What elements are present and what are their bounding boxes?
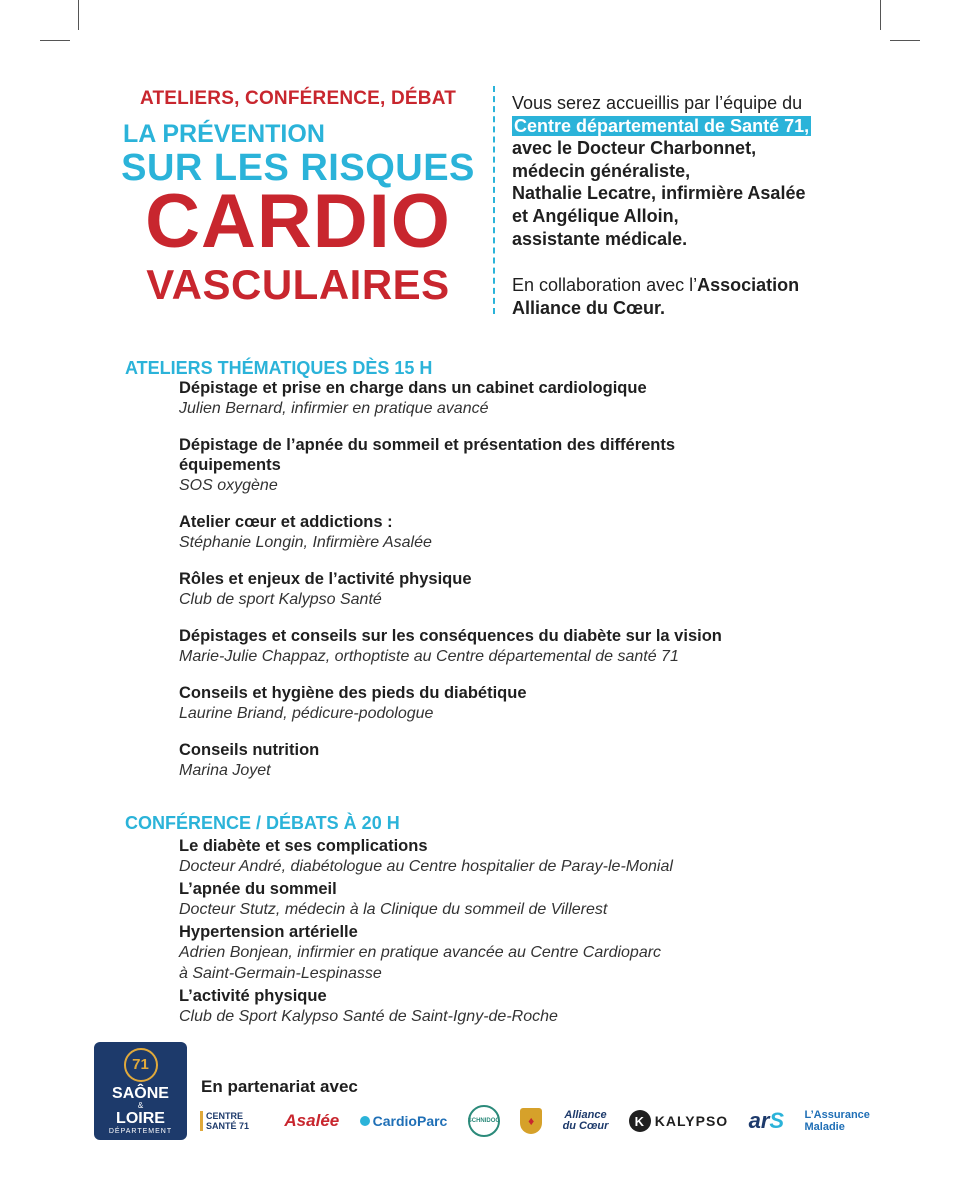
title-line-3: CARDIO bbox=[145, 179, 451, 264]
item-title: L’apnée du sommeil bbox=[179, 880, 337, 898]
kalypso-k-icon: K bbox=[629, 1110, 651, 1132]
item-title: Conseils et hygiène des pieds du diabétique bbox=[179, 684, 527, 702]
ars-logo bbox=[749, 1108, 784, 1134]
list-item bbox=[179, 378, 819, 419]
logo-text: Alliance bbox=[564, 1109, 607, 1121]
item-speaker: Docteur André, diabétologue au Centre hospitalier de Paray-le-Monial bbox=[179, 858, 673, 875]
dashed-divider bbox=[493, 86, 495, 314]
intro-line: Nathalie Lecatre, infirmière Asalée bbox=[512, 183, 806, 204]
alliance-du-coeur-logo bbox=[563, 1110, 609, 1132]
assurance-maladie-logo bbox=[804, 1109, 869, 1133]
item-title: Atelier cœur et addictions : bbox=[179, 513, 393, 531]
asalee-logo: Asalée bbox=[284, 1111, 340, 1130]
partner-label: En partenariat avec bbox=[201, 1077, 358, 1096]
intro-text bbox=[512, 92, 872, 319]
item-title: Dépistage de l’apnée du sommeil et présentation des différents bbox=[179, 436, 676, 454]
intro-line: et Angélique Alloin, bbox=[512, 205, 679, 226]
item-speaker: Julien Bernard, infirmier en pratique avancé bbox=[179, 400, 489, 417]
item-speaker: Club de sport Kalypso Santé bbox=[179, 591, 382, 608]
heart-dot-icon bbox=[360, 1116, 370, 1126]
item-title: L’activité physique bbox=[179, 987, 327, 1005]
intro-line: assistante médicale. bbox=[512, 228, 688, 249]
list-item bbox=[179, 569, 819, 610]
title-line-4: VASCULAIRES bbox=[146, 261, 450, 308]
highlight-centre: Centre départemental de Santé 71, bbox=[514, 115, 810, 136]
item-speaker: Docteur Stutz, médecin à la Clinique du sommeil de Villerest bbox=[179, 901, 608, 918]
intro-line: avec le Docteur Charbonnet, bbox=[512, 138, 757, 159]
item-speaker: Stéphanie Longin, Infirmière Asalée bbox=[179, 534, 432, 551]
list-item bbox=[179, 512, 819, 553]
logo-text: SANTÉ 71 bbox=[206, 1121, 250, 1131]
list-item bbox=[179, 626, 819, 667]
workshops-list bbox=[179, 378, 819, 797]
dept-name-1: SAÔNE bbox=[112, 1085, 169, 1102]
crop-mark bbox=[880, 0, 881, 30]
intro-line: Vous serez accueillis par l’équipe du bbox=[512, 93, 803, 113]
list-item bbox=[179, 683, 819, 724]
dept-emblem-icon: 71 bbox=[124, 1048, 158, 1082]
collab-association: Association bbox=[697, 275, 800, 296]
intro-line bbox=[512, 115, 872, 138]
item-speaker: Club de Sport Kalypso Santé de Saint-Igny-de-Roche bbox=[179, 1008, 558, 1025]
collab-prefix: En collaboration avec l’ bbox=[512, 275, 698, 296]
list-item bbox=[179, 740, 819, 781]
collab-line bbox=[512, 274, 872, 297]
item-title: Rôles et enjeux de l’activité physique bbox=[179, 570, 472, 588]
item-title: Conseils nutrition bbox=[179, 741, 320, 759]
cardioparc-logo bbox=[360, 1113, 448, 1129]
item-title: Hypertension artérielle bbox=[179, 923, 358, 941]
logo-text: Maladie bbox=[804, 1121, 845, 1133]
logo-text: KALYPSO bbox=[654, 1113, 729, 1129]
partner-logos bbox=[200, 1103, 870, 1139]
kalypso-logo bbox=[629, 1110, 728, 1132]
logo-text: CENTRE bbox=[206, 1111, 244, 1121]
title-line-2: SUR LES RISQUES bbox=[121, 147, 475, 189]
logo-text: L’Assurance bbox=[804, 1109, 870, 1121]
title-block bbox=[118, 88, 478, 306]
crop-mark bbox=[78, 0, 79, 30]
item-speaker: Adrien Bonjean, infirmier en pratique avancée au Centre Cardioparc bbox=[179, 944, 662, 961]
collab-line-2: Alliance du Cœur. bbox=[512, 297, 666, 318]
list-item bbox=[179, 836, 819, 877]
dept-amp: & bbox=[137, 1101, 144, 1110]
centre-sante-71-logo bbox=[200, 1111, 264, 1131]
item-speaker: Marina Joyet bbox=[179, 762, 271, 779]
item-title-cont: équipements bbox=[179, 456, 281, 474]
crop-mark bbox=[40, 40, 70, 41]
schnidoc-logo: SCHNIDOC bbox=[468, 1105, 500, 1137]
dept-name-2: LOIRE bbox=[116, 1110, 165, 1127]
logo-text: CardioParc bbox=[372, 1113, 448, 1129]
item-title: Dépistage et prise en charge dans un cabinet cardiologique bbox=[179, 379, 647, 397]
item-title: Dépistages et conseils sur les conséquences du diabète sur la vision bbox=[179, 627, 722, 645]
item-speaker: SOS oxygène bbox=[179, 477, 278, 494]
item-speaker-cont: à Saint-Germain-Lespinasse bbox=[179, 965, 382, 982]
title-line-1: LA PRÉVENTION bbox=[123, 120, 325, 148]
workshops-heading: ATELIERS THÉMATIQUES DÈS 15 H bbox=[125, 358, 433, 378]
conferences-heading: CONFÉRENCE / DÉBATS À 20 H bbox=[125, 813, 400, 833]
item-speaker: Marie-Julie Chappaz, orthoptiste au Centre départemental de santé 71 bbox=[179, 648, 679, 665]
list-item bbox=[179, 435, 819, 496]
dept-name-3: DÉPARTEMENT bbox=[108, 1128, 173, 1135]
logo-text: du Cœur bbox=[562, 1120, 609, 1132]
logo-text: ar bbox=[748, 1108, 770, 1133]
logo-text: S bbox=[769, 1108, 785, 1133]
saone-et-loire-logo bbox=[94, 1042, 187, 1140]
kicker: ATELIERS, CONFÉRENCE, DÉBAT bbox=[139, 88, 457, 109]
list-item bbox=[179, 986, 819, 1027]
intro-line: médecin généraliste, bbox=[512, 160, 691, 181]
crest-icon: ♦ bbox=[520, 1108, 542, 1134]
list-item bbox=[179, 922, 819, 984]
crop-mark bbox=[890, 40, 920, 41]
item-speaker: Laurine Briand, pédicure-podologue bbox=[179, 705, 434, 722]
list-item bbox=[179, 879, 819, 920]
item-title: Le diabète et ses complications bbox=[179, 837, 428, 855]
conferences-list bbox=[179, 836, 819, 1029]
